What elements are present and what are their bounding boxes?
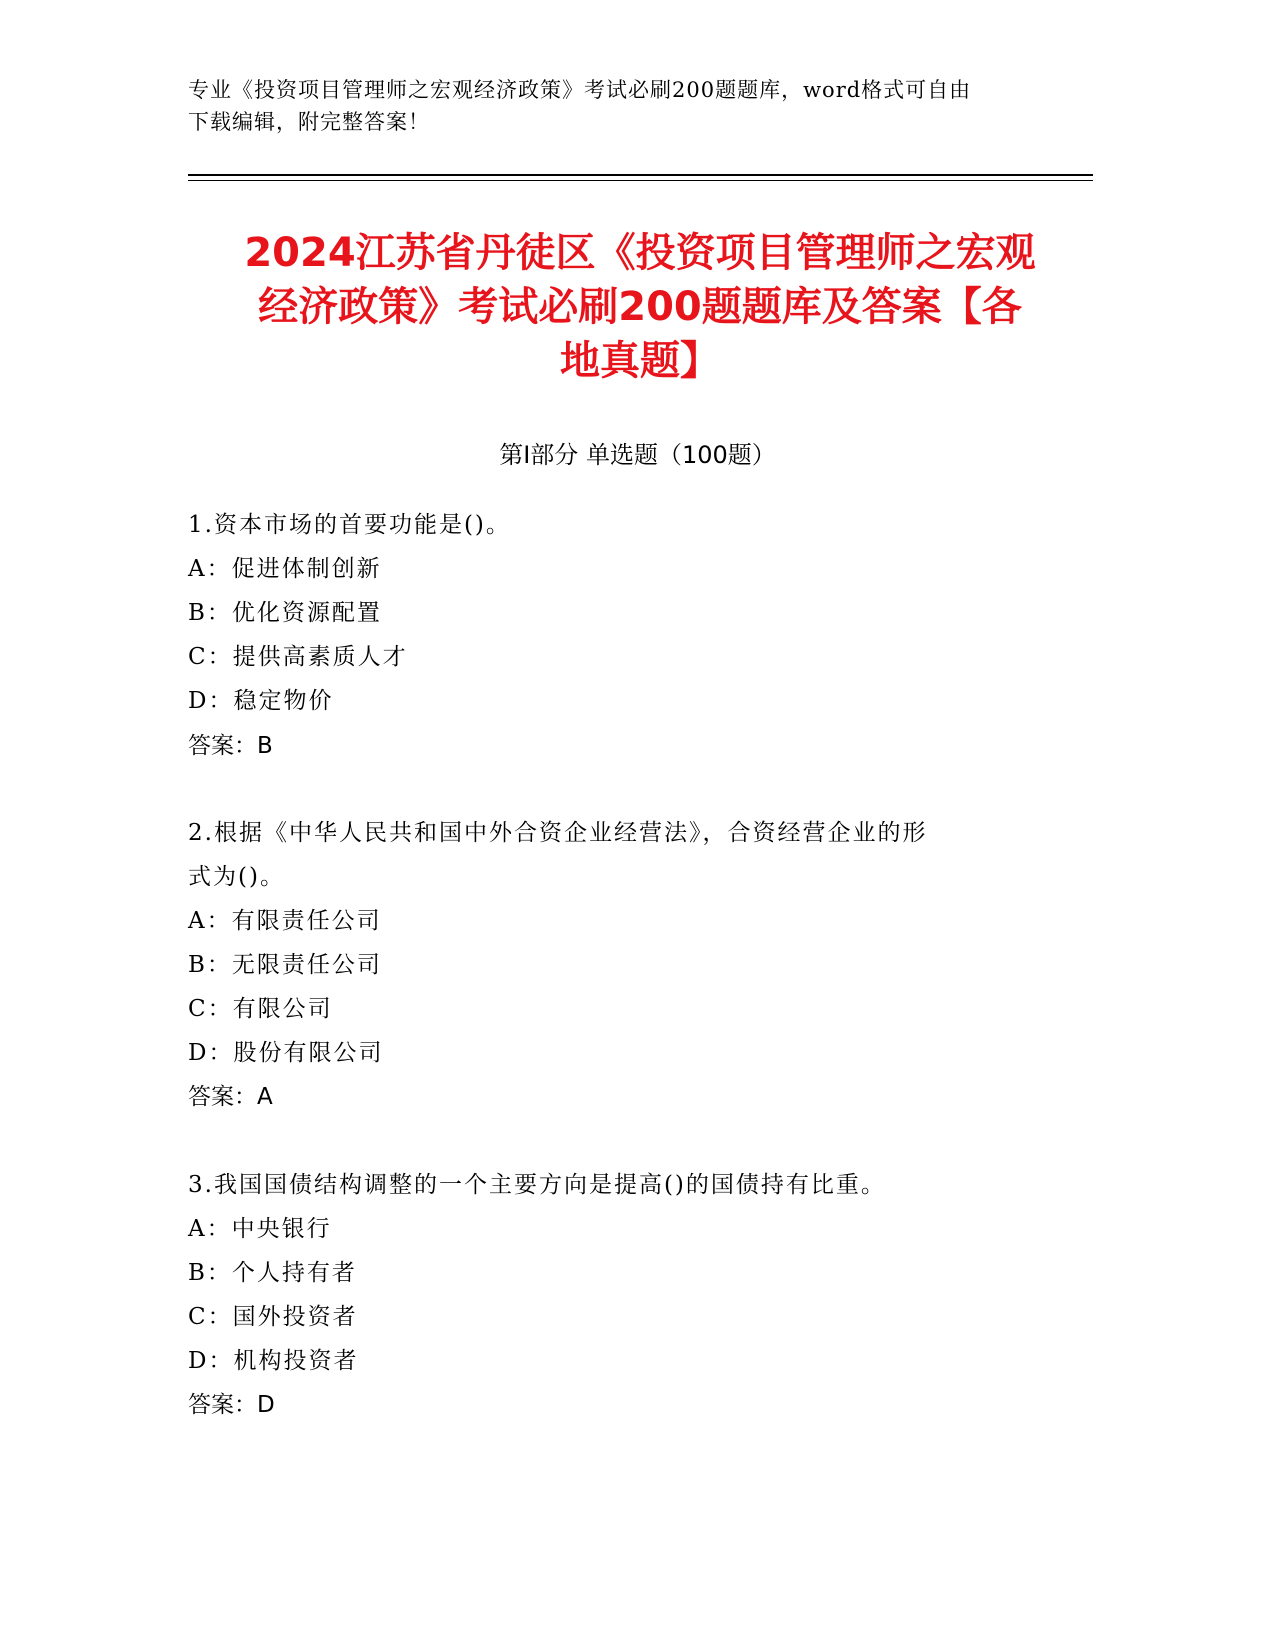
- question-2-option-b: B：无限责任公司: [188, 952, 382, 978]
- question-3-option-c: C：国外投资者: [188, 1304, 358, 1330]
- question-2-stem-line-2: 式为()。: [188, 864, 285, 890]
- document-title-line-2: 经济政策》考试必刷200题题库及答案【各: [258, 284, 1022, 330]
- question-1-option-a: A：促进体制创新: [188, 556, 382, 582]
- header-note-line-1: 专业《投资项目管理师之宏观经济政策》考试必刷200题题库，word格式可自由: [188, 78, 972, 102]
- header-note: [188, 74, 1088, 138]
- header-note-line-2: 下载编辑，附完整答案！: [188, 110, 430, 134]
- question-2-option-c: C：有限公司: [188, 996, 333, 1022]
- document-title-line-3: 地真题】: [560, 338, 720, 384]
- question-2-stem-line-1: 2.根据《中华人民共和国中外合资企业经营法》，合资经营企业的形: [188, 820, 928, 846]
- section-title: 第Ⅰ部分 单选题（100题）: [499, 441, 776, 469]
- question-2-answer: 答案：A: [188, 1084, 273, 1110]
- question-3-option-b: B：个人持有者: [188, 1260, 357, 1286]
- question-1-stem: 1.资本市场的首要功能是()。: [188, 512, 511, 538]
- question-2-option-a: A：有限责任公司: [188, 908, 382, 934]
- question-1-option-d: D：稳定物价: [188, 688, 334, 714]
- header-divider-thin: [188, 180, 1093, 181]
- question-1-option-b: B：优化资源配置: [188, 600, 382, 626]
- document-title-line-1: 2024江苏省丹徒区《投资项目管理师之宏观: [244, 230, 1036, 276]
- header-divider-thick: [188, 174, 1093, 176]
- question-3-option-d: D：机构投资者: [188, 1348, 359, 1374]
- question-1-answer: 答案：B: [188, 733, 273, 759]
- question-2-option-d: D：股份有限公司: [188, 1040, 384, 1066]
- document-title: [170, 226, 1110, 388]
- question-3-stem: 3.我国国债结构调整的一个主要方向是提高()的国债持有比重。: [188, 1172, 886, 1198]
- question-3-answer: 答案：D: [188, 1392, 275, 1418]
- question-3-option-a: A：中央银行: [188, 1216, 332, 1242]
- question-1-option-c: C：提供高素质人才: [188, 644, 408, 670]
